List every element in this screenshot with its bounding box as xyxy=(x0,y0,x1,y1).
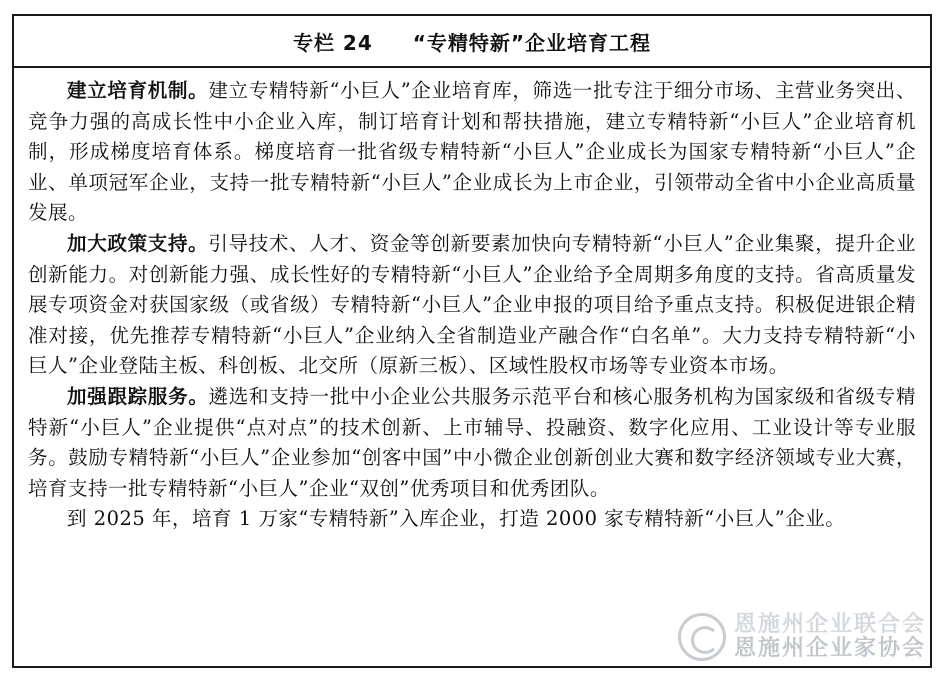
paragraph-text: 遴选和支持一批中小企业公共服务示范平台和核心服务机构为国家级和省级专精特新“小巨人”企业提供“点对点”的技术创新、上市辅导、投融资、数字化应用、工业设计等专业服务。鼓励专精特新“小巨人”企业参加“创客中国”中小微企业创新创业大赛和数字经济领域专业大赛，培育支持一批专精特新“小巨人”企业“双创”优秀项目和优秀团队。 xyxy=(28,384,916,500)
paragraph-lead: 建立培育机制。 xyxy=(67,79,209,102)
column-number: 专栏 24 xyxy=(292,30,373,55)
paragraph-text: 建立专精特新“小巨人”企业培育库，筛选一批专注于细分市场、主营业务突出、竞争力强的高成长性中小企业入库，制订培育计划和帮扶措施，建立专精特新“小巨人”企业培育机制，形成梯度培育体系。梯度培育一批省级专精特新“小巨人”企业成长为国家专精特新“小巨人”企业、单项冠军企业，支持一批专精特新“小巨人”企业成长为上市企业，引领带动全省中小企业高质量发展。 xyxy=(28,79,916,225)
column-header xyxy=(14,16,930,68)
paragraph-lead: 加强跟踪服务。 xyxy=(67,384,209,408)
paragraph-lead: 加大政策支持。 xyxy=(67,231,209,255)
paragraph-text: 到 2025 年，培育 1 万家“专精特新”入库企业，打造 2000 家专精特新“小巨人”企业。 xyxy=(67,507,846,531)
column-box xyxy=(12,14,932,668)
column-body xyxy=(14,68,930,535)
paragraph-policy xyxy=(28,229,916,382)
paragraph-service xyxy=(28,382,916,504)
column-title: “专精特新”企业培育工程 xyxy=(412,30,652,55)
paragraph-text: 引导技术、人才、资金等创新要素加快向专精特新“小巨人”企业集聚，提升企业创新能力。对创新能力强、成长性好的专精特新“小巨人”企业给予全周期多角度的支持。省高质量发展专项资金对获国家级（或省级）专精特新“小巨人”企业申报的项目给予重点支持。积极促进银企精准对接，优先推荐专精特新“小巨人”企业纳入全省制造业产融合作“白名单”。大力支持专精特新“小巨人”企业登陆主板、科创板、北交所（原新三板）、区域性股权市场等专业资本市场。 xyxy=(28,231,916,378)
watermark-line-1: 恩施州企业联合会 xyxy=(733,611,926,637)
paragraph-target xyxy=(28,504,916,535)
paragraph-mechanism xyxy=(28,76,916,229)
watermark-line-2: 恩施州企业家协会 xyxy=(733,635,926,661)
